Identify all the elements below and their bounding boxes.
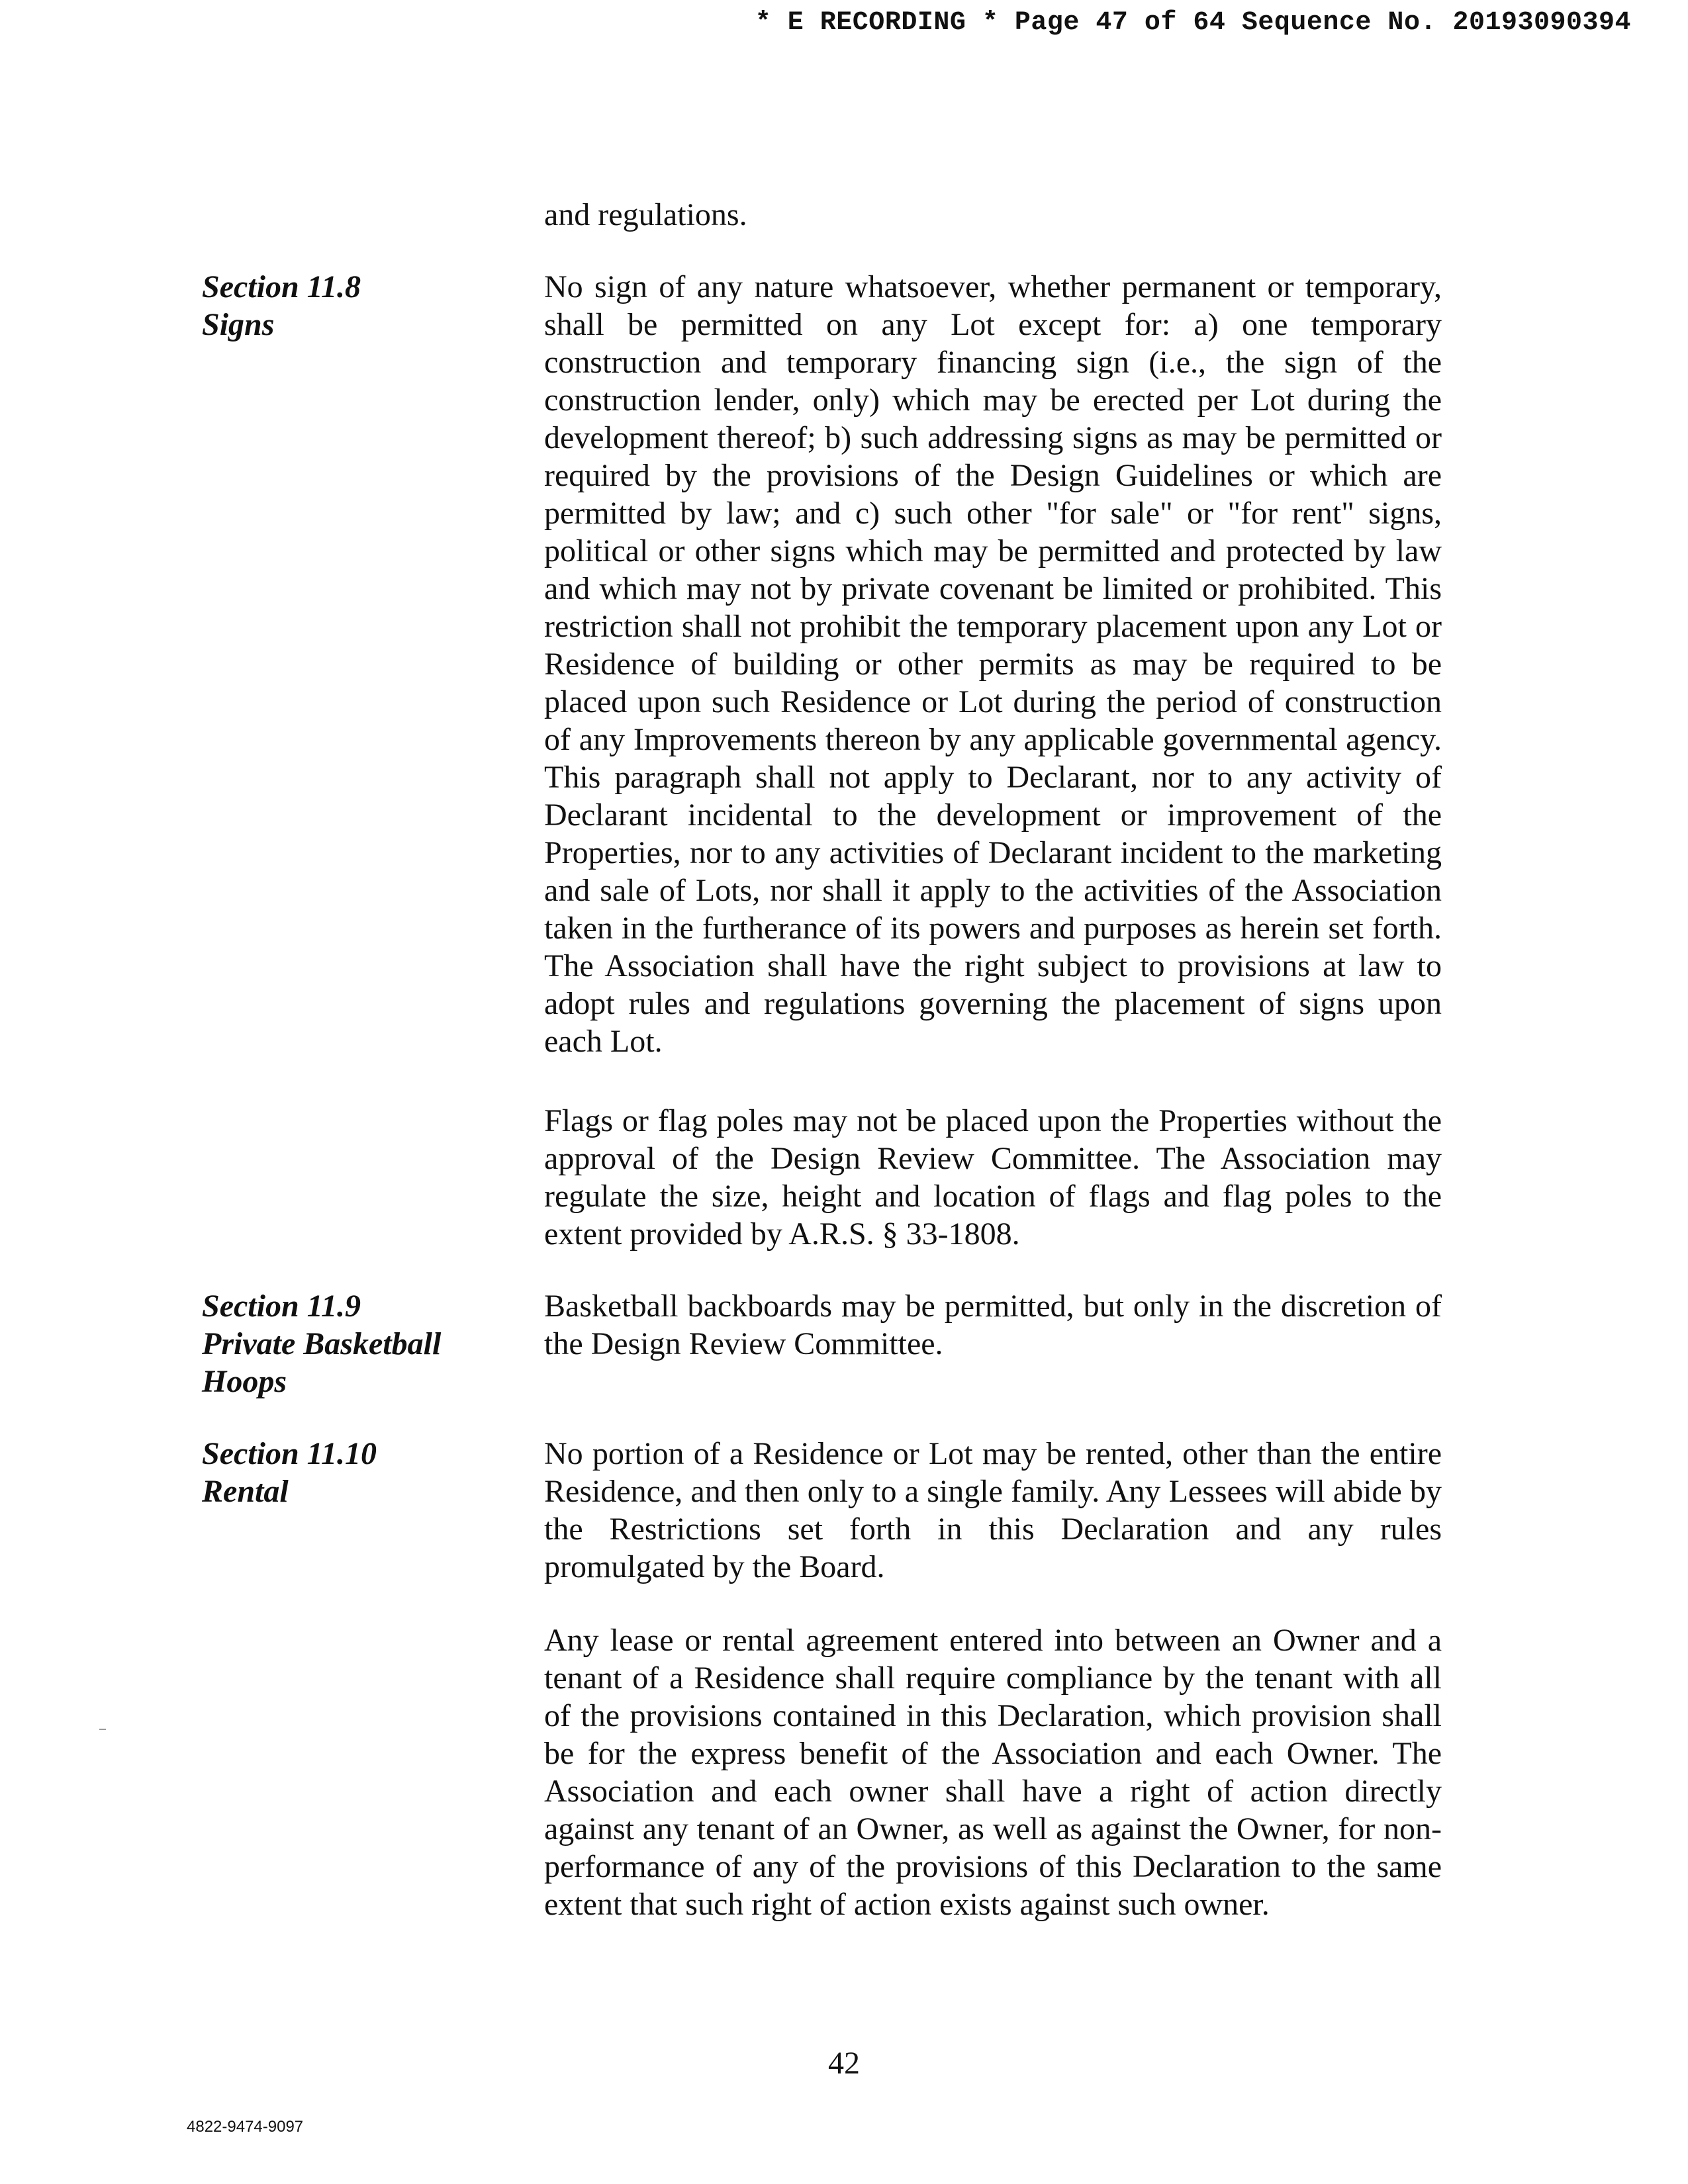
section-title: Private Basketball [202, 1326, 442, 1361]
section-number: Section 11.10 [202, 1436, 377, 1471]
document-id: 4822-9474-9097 [187, 2118, 304, 2136]
page-number: 42 [828, 2046, 860, 2081]
section-title: Rental [202, 1474, 289, 1509]
section-11-10-label [202, 1435, 377, 1510]
section-title: Hoops [202, 1364, 287, 1399]
section-11-8-label [202, 268, 361, 343]
section-number: Section 11.9 [202, 1289, 361, 1324]
section-11-8-paragraph-2: Flags or flag poles may not be placed upon the Properties without the approval of the Design Review Committee. The Association may regulate the size, height and location of flags and flag poles to the extent provided by A.R.S. § 33-1808. [544, 1103, 1442, 1251]
section-title: Signs [202, 307, 275, 342]
section-11-10-paragraph-1: No portion of a Residence or Lot may be rented, other than the entire Residence, and then only to a single family. Any Lessees will abide by the Restrictions set forth in this Declaration and any rules promulgated by the Board. [544, 1436, 1442, 1584]
section-number: Section 11.8 [202, 269, 361, 304]
section-11-9-paragraph-1: Basketball backboards may be permitted, but only in the discretion of the Design Review Committee. [544, 1289, 1442, 1361]
continuation-text: and regulations. [544, 197, 747, 232]
section-11-8-paragraph-1: No sign of any nature whatsoever, whether permanent or temporary, shall be permitted on any Lot except for: a) one temporary construction and temporary financing sign (i.e., the sign of the construction lender, only) which may be erected per Lot during the development thereof; b) such addressing signs as may be permitted or required by the provisions of the Design Guidelines or which are permitted by law; and c) such other "for sale" or "for rent" signs, political or other signs which may be permitted and protected by law and which may not by private covenant be limited or prohibited. This restriction shall not prohibit the temporary placement upon any Lot or Residence of building or other permits as may be required to be placed upon such Residence or Lot during the period of construction of any Improvements thereon by any applicable governmental agency. This paragraph shall not apply to Declarant, nor to any activity of Declarant incidental to the development or improvement of the Properties, nor to any activities of Declarant incident to the marketing and sale of Lots, nor shall it apply to the activities of the Association taken in the furtherance of its powers and purposes as herein set forth. The Association shall have the right subject to provisions at law to adopt rules and regulations governing the placement of signs upon each Lot. [544, 269, 1442, 1059]
section-11-9-label [202, 1287, 441, 1400]
recording-header: * E RECORDING * Page 47 of 64 Sequence No. 20193090394 [755, 8, 1631, 38]
section-11-10-paragraph-2: Any lease or rental agreement entered into between an Owner and a tenant of a Residence shall require compliance by the tenant with all of the provisions contained in this Declaration, which provision shall be for the express benefit of the Association and each Owner. The Association and each owner shall have a right of action directly against any tenant of an Owner, as well as against the Owner, for non-performance of any of the provisions of this Declaration to the same extent that such right of action exists against such owner. [544, 1623, 1442, 1922]
margin-mark [99, 1729, 106, 1730]
